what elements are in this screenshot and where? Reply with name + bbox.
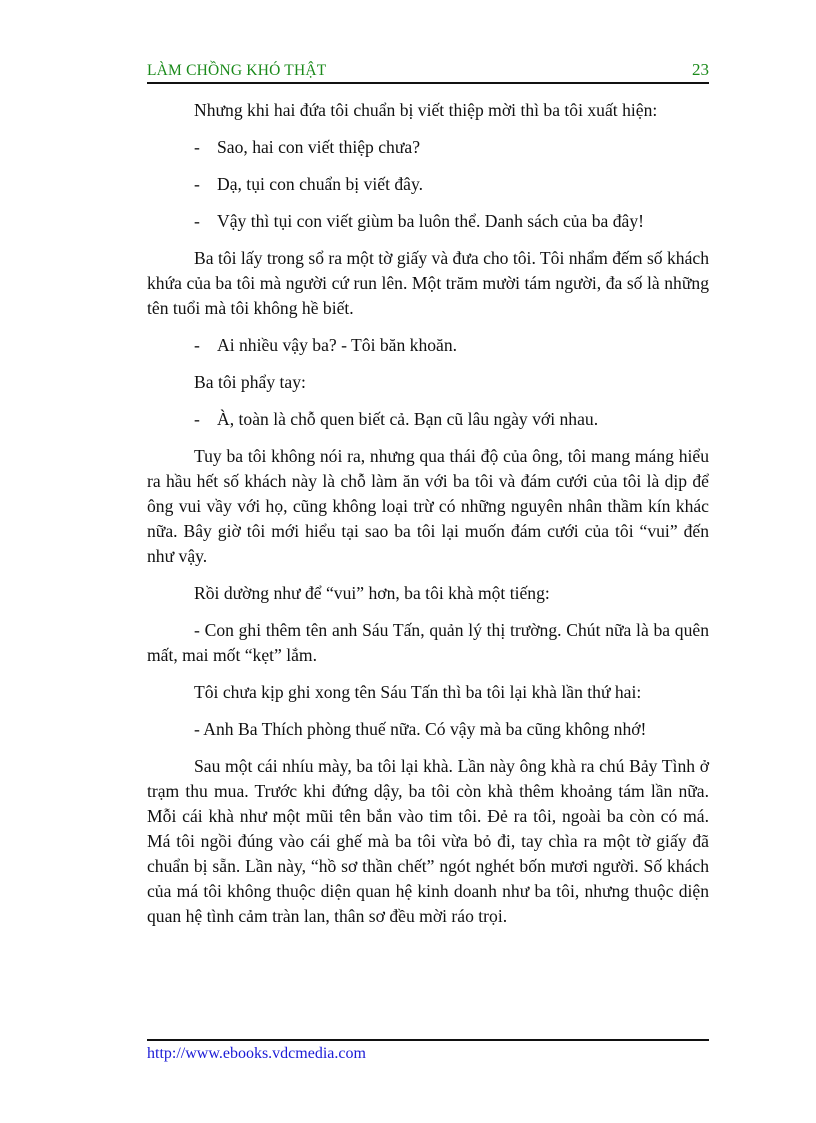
- footer-divider: [147, 1039, 709, 1041]
- footer-link[interactable]: http://www.ebooks.vdcmedia.com: [147, 1045, 366, 1062]
- paragraph: Nhưng khi hai đứa tôi chuẩn bị viết thiệp mời thì ba tôi xuất hiện:: [194, 100, 658, 120]
- dialogue-text: Ai nhiều vậy ba? - Tôi băn khoăn.: [217, 335, 458, 355]
- dialogue-line: - Ai nhiều vậy ba? - Tôi băn khoăn.: [194, 335, 458, 355]
- paragraph: Tôi chưa kịp ghi xong tên Sáu Tấn thì ba tôi lại khà lần thứ hai:: [194, 682, 642, 702]
- paragraph: Tuy ba tôi không nói ra, nhưng qua thái độ của ông, tôi mang máng hiểu ra hầu hết số khách này là chỗ làm ăn với ba tôi và đám cưới của tôi là dịp để ông vui vầy với họ, cũng không loại trừ có những nguyên nhân thầm kín khác nữa. Bây giờ tôi mới hiểu tại sao ba tôi lại muốn đám cưới của tôi “vui” đến như vậy.: [147, 446, 709, 566]
- body-text: [147, 98, 709, 941]
- paragraph: Ba tôi lấy trong sổ ra một tờ giấy và đưa cho tôi. Tôi nhẩm đếm số khách khứa của ba tôi mà người cứ run lên. Một trăm mười tám người, đa số là những tên tuổi mà tôi không hề biết.: [147, 248, 709, 318]
- page-number: 23: [692, 60, 709, 79]
- dialogue-line: - À, toàn là chỗ quen biết cả. Bạn cũ lâu ngày với nhau.: [194, 409, 599, 429]
- dialogue-line: - Sao, hai con viết thiệp chưa?: [194, 137, 420, 157]
- paragraph: Rồi dường như để “vui” hơn, ba tôi khà một tiếng:: [194, 583, 550, 603]
- paragraph: - Anh Ba Thích phòng thuế nữa. Có vậy mà ba cũng không nhớ!: [194, 719, 647, 739]
- page-header: [147, 60, 709, 84]
- paragraph: - Con ghi thêm tên anh Sáu Tấn, quản lý thị trường. Chút nữa là ba quên mất, mai mốt “kẹt” lắm.: [147, 620, 709, 665]
- paragraph: Ba tôi phẩy tay:: [194, 372, 306, 392]
- paragraph: Sau một cái nhíu mày, ba tôi lại khà. Lần này ông khà ra chú Bảy Tình ở trạm thu mua. Trước khi đứng dậy, ba tôi còn khà thêm khoảng tám lần nữa. Mỗi cái khà như một mũi tên bắn vào tim tôi. Đẻ ra tôi, ngoài ba còn có má. Má tôi ngồi đúng vào cái ghế mà ba tôi vừa bỏ đi, tay chìa ra một tờ giấy đã chuẩn bị sẵn. Lần này, “hồ sơ thần chết” ngót nghét bốn mươi người. Số khách của má tôi không thuộc diện quan hệ kinh doanh như ba tôi, nhưng thuộc diện quan hệ tình cảm tràn lan, thân sơ đều mời ráo trọi.: [147, 756, 709, 926]
- chapter-title: LÀM CHỒNG KHÓ THẬT: [147, 62, 327, 79]
- dialogue-text: À, toàn là chỗ quen biết cả. Bạn cũ lâu ngày với nhau.: [217, 409, 599, 429]
- dialogue-line: - Dạ, tụi con chuẩn bị viết đây.: [194, 174, 424, 194]
- dialogue-text: Dạ, tụi con chuẩn bị viết đây.: [217, 174, 424, 194]
- dialogue-text: Sao, hai con viết thiệp chưa?: [217, 137, 420, 157]
- dialogue-line: - Vậy thì tụi con viết giùm ba luôn thể. Danh sách của ba đây!: [194, 211, 645, 231]
- dialogue-text: Vậy thì tụi con viết giùm ba luôn thể. Danh sách của ba đây!: [217, 211, 645, 231]
